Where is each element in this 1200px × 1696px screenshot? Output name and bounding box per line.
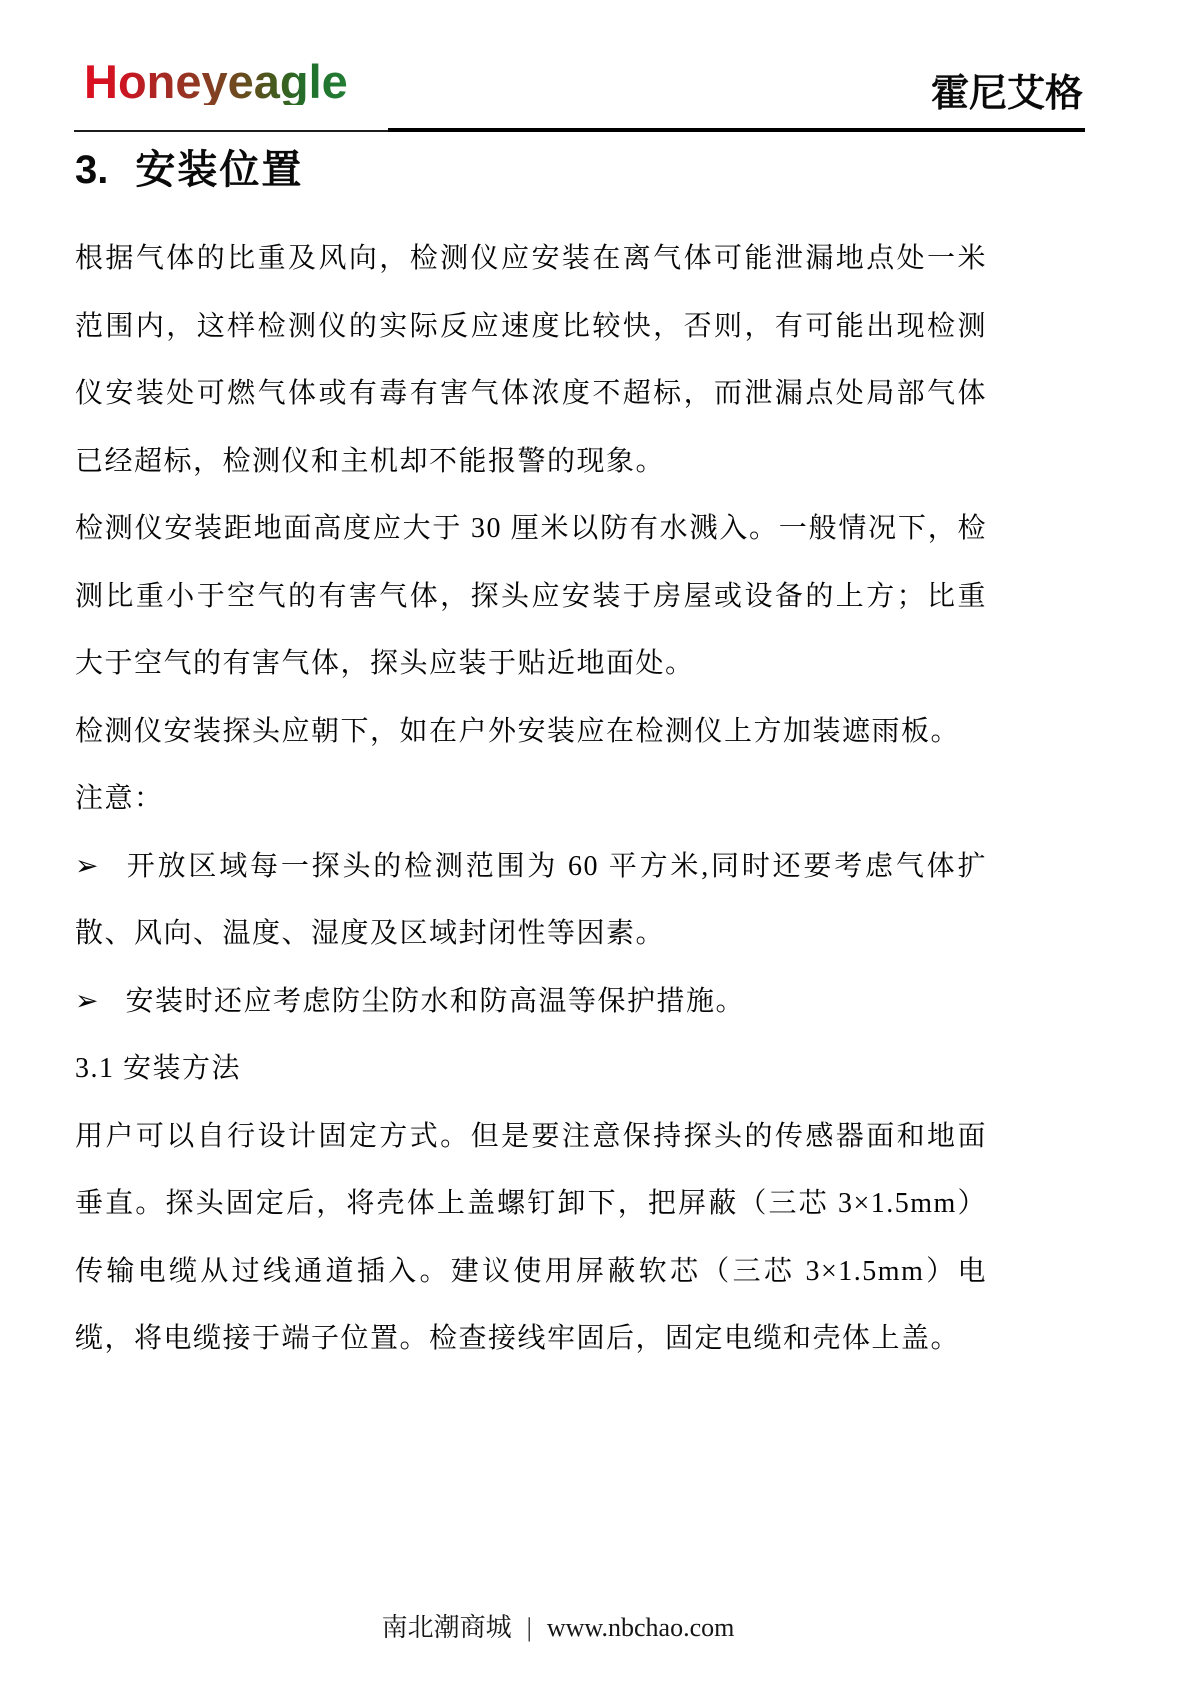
text-line: 传输电缆从过线通道插入。建议使用屏蔽软芯（三芯 3×1.5mm）电	[75, 1255, 987, 1287]
text-line: 垂直。探头固定后，将壳体上盖螺钉卸下，把屏蔽（三芯 3×1.5mm）	[75, 1188, 987, 1219]
text-line: 已经超标，检测仪和主机却不能报警的现象。	[75, 445, 666, 477]
note-label: 注意：	[75, 783, 164, 814]
text-line: 大于空气的有害气体，探头应装于贴近地面处。	[75, 648, 695, 679]
section-title: 安装位置	[135, 148, 304, 192]
list-item	[75, 968, 987, 1036]
list-item	[75, 833, 987, 901]
text-line: 根据气体的比重及风向，检测仪应安装在离气体可能泄漏地点处一米	[75, 243, 987, 274]
list-item-continuation: 散、风向、温度、湿度及区域封闭性等因素。	[75, 918, 666, 949]
footer-separator: |	[526, 1613, 532, 1642]
text-line: 检测仪安装距地面高度应大于 30 厘米以防有水溅入。一般情况下，检	[75, 513, 987, 544]
section-number: 3.	[75, 148, 109, 192]
list-item-text: 安装时还应考虑防尘防水和防高温等保护措施。	[125, 985, 745, 1017]
brand-name-chinese: 霍尼艾格	[930, 73, 1083, 115]
bullet-arrow-icon: ➢	[75, 850, 99, 882]
subsection-heading: 3.1 安装方法	[75, 1053, 242, 1084]
bullet-arrow-icon: ➢	[75, 985, 99, 1017]
list-item-text: 开放区域每一探头的检测范围为 60 平方米,同时还要考虑气体扩	[125, 850, 987, 882]
text-line: 范围内，这样检测仪的实际反应速度比较快，否则，有可能出现检测	[75, 310, 987, 342]
footer-url: www.nbchao.com	[546, 1613, 735, 1642]
text-line: 测比重小于空气的有害气体，探头应安装于房屋或设备的上方；比重	[75, 580, 987, 612]
text-line: 仪安装处可燃气体或有毒有害气体浓度不超标，而泄漏点处局部气体	[75, 378, 987, 409]
header-rule-left	[74, 130, 388, 132]
text-line: 用户可以自行设计固定方式。但是要注意保持探头的传感器面和地面	[75, 1120, 987, 1152]
brand-logo: Honeyeagle	[84, 55, 348, 108]
page-footer	[0, 1608, 1158, 1648]
section-heading	[75, 142, 303, 198]
footer-site-name: 南北潮商城	[381, 1613, 512, 1642]
text-line: 缆，将电缆接于端子位置。检查接线牢固后，固定电缆和壳体上盖。	[75, 1323, 961, 1354]
document-body	[75, 225, 987, 1373]
header-rule-right	[388, 128, 1085, 132]
text-line: 检测仪安装探头应朝下，如在户外安装应在检测仪上方加装遮雨板。	[75, 715, 961, 747]
